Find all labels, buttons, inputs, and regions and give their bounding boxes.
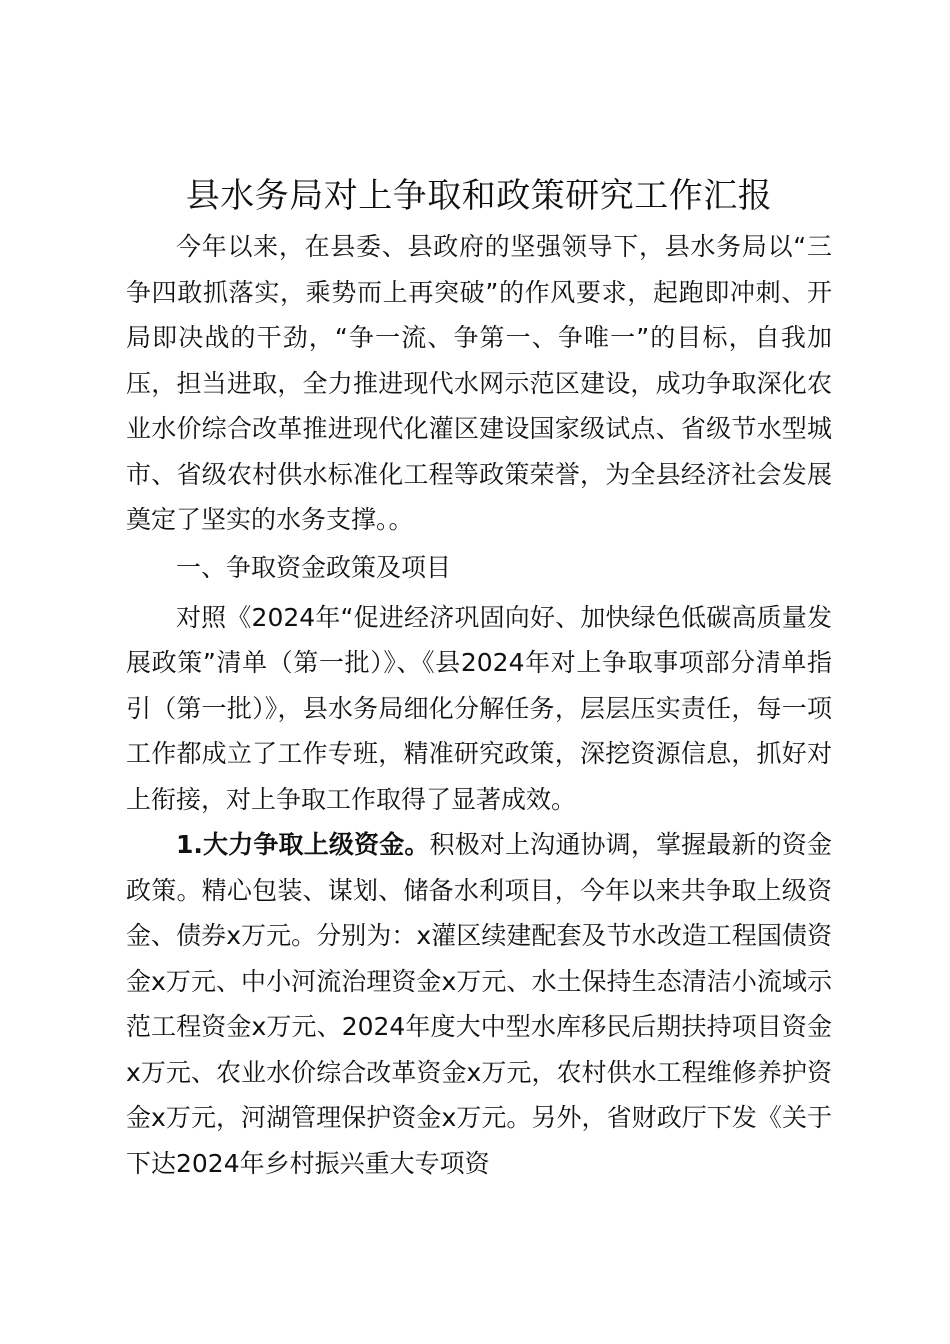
section-1-paragraph: 对照《2024年“促进经济巩固向好、加快绿色低碳高质量发展政策”清单（第一批）》、《县2024年对上争取事项部分清单指引（第一批）》，县水务局细化分解任务，层层压实责任，每一项工作都成立了工作专班，精准研究政策，深挖资源信息，抓好对上衔接，对上争取工作取得了显著成效。 — [126, 602, 832, 814]
item-1-lead: 1.大力争取上级资金。 — [176, 830, 430, 859]
section-heading-1: 一、争取资金政策及项目 — [176, 552, 452, 582]
item-1-body: 积极对上沟通协调，掌握最新的资金政策。精心包装、谋划、储备水利项目，今年以来共争取上级资金、债券x万元。分别为：x灌区续建配套及节水改造工程国债资金x万元、中小河流治理资金x万元、水土保持生态清洁小流域示范工程资金x万元、2024年度大中型水库移民后期扶持项目资金x万元、农业水价综合改革资金x万元，农村供水工程维修养护资金x万元，河湖管理保护资金x万元。另外，省财政厅下发《关于下达2024年乡村振兴重大专项资 — [126, 830, 832, 1178]
intro-paragraph: 今年以来，在县委、县政府的坚强领导下，县水务局以“三争四敢抓落实，乘势而上再突破”的作风要求，起跑即冲刺、开局即决战的干劲，“争一流、争第一、争唯一”的目标，自我加压，担当进取，全力推进现代水网示范区建设，成功争取深化农业水价综合改革推进现代化灌区建设国家级试点、省级节水型城市、省级农村供水标准化工程等政策荣誉，为全县经济社会发展奠定了坚实的水务支撑。。 — [126, 232, 832, 534]
document-body — [126, 224, 832, 1186]
item-1-paragraph — [126, 822, 832, 1186]
document-title: 县水务局对上争取和政策研究工作汇报 — [185, 176, 773, 216]
